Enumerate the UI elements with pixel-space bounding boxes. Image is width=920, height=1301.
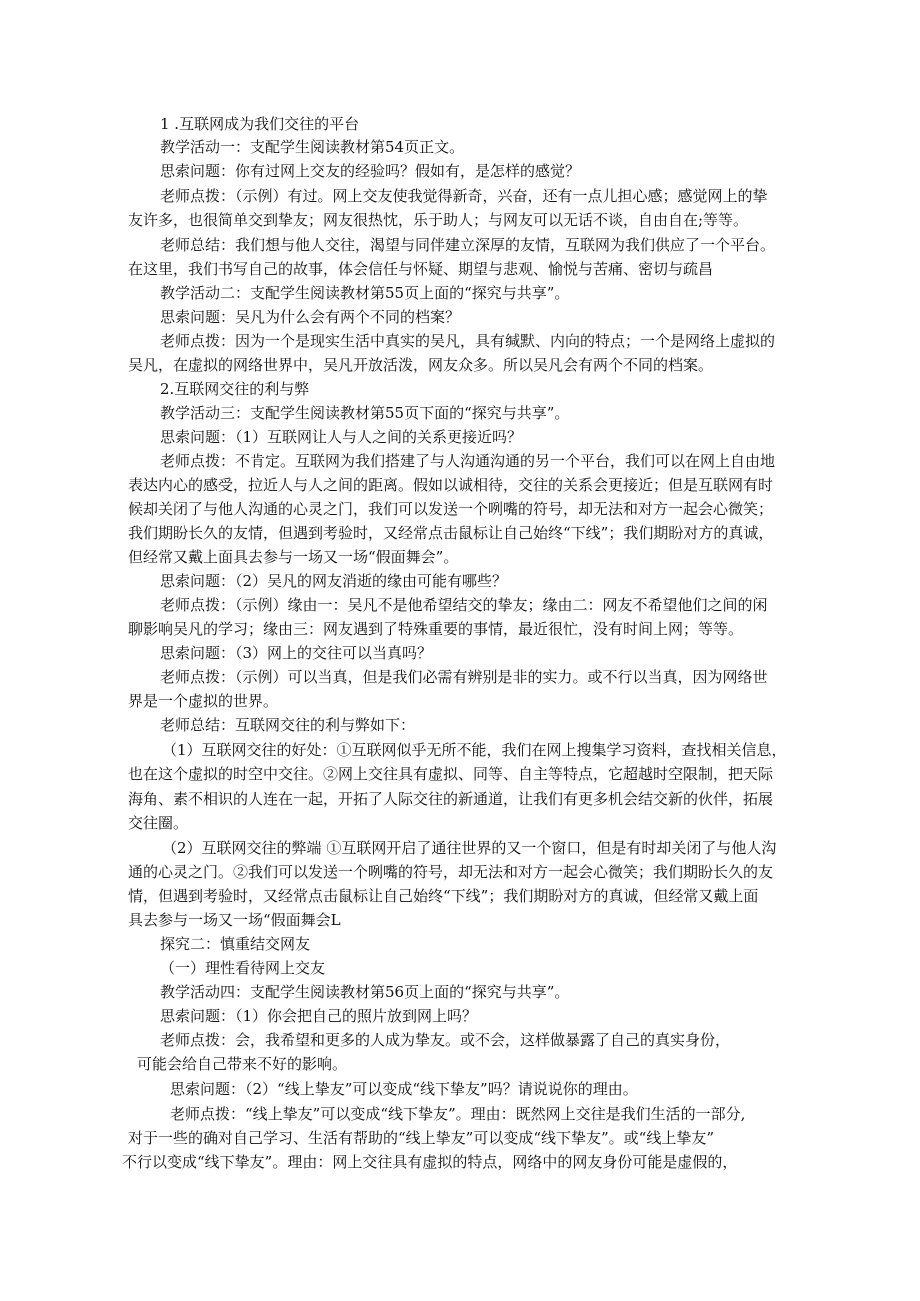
text-line: 不行以变成“线下挚友”。理由：网上交往具有虚拟的特点，网络中的网友身份可能是虚假的， xyxy=(122,1153,738,1171)
text-line: 候却关闭了与他人沟通的心灵之门，我们可以发送一个咧嘴的符号，却无法和对方一起会心微笑； xyxy=(128,500,774,518)
text-line: 在这里，我们书写自己的故事，体会信任与怀疑、期望与悲观、愉悦与苦痛、密切与疏昌 xyxy=(128,260,714,278)
text-line: 表达内心的感受，拉近人与人之间的距离。假如以诚相待，交往的关系会更接近；但是互联网有时 xyxy=(128,476,774,494)
text-line: 情，但遇到考验时，又经常点击鼠标让自己始终“下线”；我们期盼对方的真诚，但经常又戴上面 xyxy=(128,887,759,905)
text-line: 老师点拨：（示例）缘由一：吴凡不是他希望结交的挚友；缘由二：网友不希望他们之间的闲 xyxy=(160,596,768,614)
text-line: 思索问题：（1）你会把自己的照片放到网上吗？ xyxy=(160,1007,478,1025)
text-line: 教学活动一：支配学生阅读教材第54页正文。 xyxy=(160,138,465,156)
text-line: 也在这个虚拟的时空中交往。②网上交往具有虚拟、同等、自主等特点，它超越时空限制，把天际 xyxy=(128,765,774,783)
section-heading: 2.互联网交往的利与弊 xyxy=(160,380,310,398)
text-line: 界是一个虚拟的世界。 xyxy=(128,692,279,710)
text-line: 聊影响吴凡的学习；缘由三：网友遇到了特殊重要的事情，最近很忙，没有时间上网；等等。 xyxy=(128,620,744,638)
text-line: 海角、素不相识的人连在一起，开拓了人际交往的新通道，让我们有更多机会结交新的伙伴，拓展 xyxy=(128,790,774,808)
text-line: （2）互联网交往的弊端 ①互联网开启了通往世界的又一个窗口，但是有时却关闭了与他人沟 xyxy=(162,839,777,857)
text-line: 思索问题：吴凡为什么会有两个不同的档案？ xyxy=(160,308,461,326)
text-line: 老师总结：我们想与他人交往，渴望与同伴建立深厚的友情，互联网为我们供应了一个平台。 xyxy=(160,236,776,254)
text-line: 老师总结：互联网交往的利与弊如下： xyxy=(160,716,416,734)
text-line: 对于一些的确对自己学习、生活有帮助的“线上挚友”可以变成“线下挚友”。或“线上挚友” xyxy=(128,1129,715,1147)
text-line: 思索问题：（2）“线上挚友”可以变成“线下挚友”吗？请说说你的理由。 xyxy=(170,1080,638,1098)
text-line: 交往圈。 xyxy=(128,814,189,832)
text-line: 友许多，也很简单交到挚友；网友很热忱，乐于助人；与网友可以无话不谈，自由自在;等等。 xyxy=(128,211,749,229)
text-line: 吴凡，在虚拟的网络世界中，吴凡开放活泼，网友众多。所以吴凡会有两个不同的档案。 xyxy=(128,356,714,374)
text-line: 老师点拨：会，我希望和更多的人成为挚友。或不会，这样做暴露了自己的真实身份， xyxy=(160,1031,731,1049)
text-line: 教学活动三：支配学生阅读教材第55页下面的“探究与共享”。 xyxy=(160,404,570,422)
text-line: 我们期盼长久的友情，但遇到考验时，又经常点击鼠标让自己始终“下线”；我们期盼对方的真诚， xyxy=(128,524,774,542)
section-heading: 1 .互联网成为我们交往的平台 xyxy=(160,115,360,133)
text-line: 具去参与一场又一场“假面舞会L xyxy=(128,911,341,929)
text-line: 思索问题：（2）吴凡的网友消逝的缘由可能有哪些？ xyxy=(160,572,508,590)
text-line: 老师点拨：不肯定。互联网为我们搭建了与人沟通沟通的另一个平台，我们可以在网上自由地 xyxy=(160,452,776,470)
subsection-heading: （一）理性看待网上交友 xyxy=(160,959,326,977)
text-line: 通的心灵之门。②我们可以发送一个咧嘴的符号，却无法和对方一起会心微笑；我们期盼长久的友 xyxy=(128,863,774,881)
text-line: 思索问题：（1）互联网让人与人之间的关系更接近吗？ xyxy=(160,428,523,446)
text-line: 老师点拨：（示例）有过。网上交友使我觉得新奇，兴奋，还有一点儿担心感；感觉网上的挚 xyxy=(160,187,768,205)
text-line: 老师点拨：“线上挚友”可以变成“线下挚友”。理由：既然网上交往是我们生活的一部分, xyxy=(170,1105,746,1123)
text-line: 思索问题：你有过网上交友的经验吗？假如有，是怎样的感觉？ xyxy=(160,162,581,180)
text-line: 老师点拨：（示例）可以当真，但是我们必需有辨别是非的实力。或不行以当真，因为网络世 xyxy=(160,668,768,686)
text-line: 思索问题：（3）网上的交往可以当真吗？ xyxy=(160,644,433,662)
text-line: 老师点拨：因为一个是现实生活中真实的吴凡，具有缄默、内向的特点；一个是网络上虚拟的 xyxy=(160,332,776,350)
section-heading: 探究二：慎重结交网友 xyxy=(160,935,311,953)
text-line: 但经常又戴上面具去参与一场又一场“假面舞会”。 xyxy=(128,548,459,566)
text-line: 教学活动四：支配学生阅读教材第56页上面的“探究与共享”。 xyxy=(160,983,570,1001)
text-line: （1）互联网交往的好处：①互联网似乎无所不能，我们在网上搜集学习资料，查找相关信息， xyxy=(162,741,787,759)
text-line: 教学活动二：支配学生阅读教材第55页上面的“探究与共享”。 xyxy=(160,284,570,302)
text-line: 可能会给自己带来不好的影响。 xyxy=(137,1055,348,1073)
